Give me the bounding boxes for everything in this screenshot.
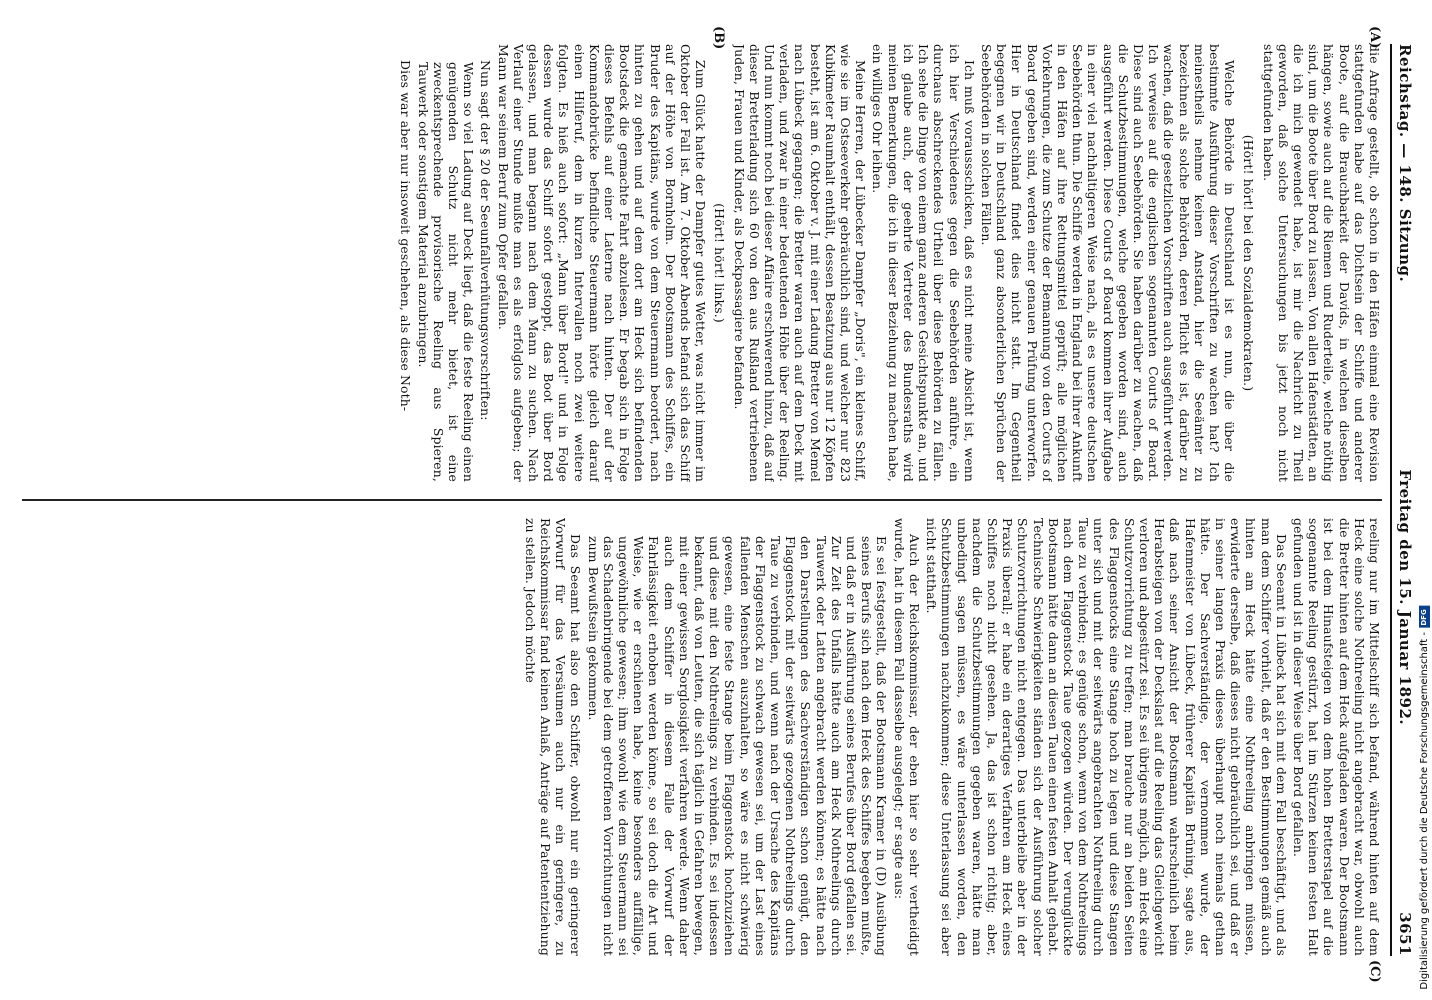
margin-marker-c: (C) <box>1367 960 1382 983</box>
digitization-credit <box>1419 606 1430 990</box>
interjection: (Hört! hört! bei den Sozialdemokraten.) <box>1241 134 1257 392</box>
header-page-number: 3651 <box>1396 912 1414 956</box>
left-column <box>22 44 1382 482</box>
header-left: Reichstag. — 148. Sitzung. <box>1396 44 1414 283</box>
header-center: Freitag den 15. Januar 1892. <box>1396 469 1414 726</box>
paragraph: Auch der Reichskommissar, der eben hier so sehr vertheidigt wurde, hat in diesem Fall dasselbe ausgelegt; er sagte aus: <box>891 518 922 956</box>
paragraph: Dies war aber nur insoweit geschehen, als diese Noth- <box>398 60 414 412</box>
margin-marker-a: (A) <box>1367 26 1382 49</box>
paragraph: Meine Herren, der Lübecker Dampfer „Doris", ein kleines Schiff, wie sie im Ostseeverkehr gebräuchlich sind, und welcher nur 823 Kubikmeter Raumhalt enthält, dessen Besatzung aus nur 12 Köpfen besteht, ist am 6. Oktober v. J. mit einer Ladung Bretter von Memel nach Lübeck gegangen; die Bretter waren auch auf dem Deck mit verladen, und zwar in einer bedeutenden Höhe über der Reeling. Und nun kommt noch bei dieser Affaire erschwerend hinzu, daß auf dieser Bretterladung sich 60 von den aus Rußland vertriebenen Juden, Frauen und Kinder, als Deckpassagiere befanden. <box>731 44 869 482</box>
paragraph: Das Seeamt in Lübeck hat sich mit dem Fall beschäftigt, und als man dem Schiffer vorhielt, daß er den Bestimmungen gemäß auch hinten am Heck hätte eine Nothreeling anbringen müssen, erwiderte derselbe, daß dieses nicht gebräuchlich sei, und daß er in seiner langen Praxis dieses überhaupt noch niemals gethan hätte. Der Sachverständige, der vernommen wurde, der Hafenmeister von Lübeck, früherer Kapitän Brüning, sagte aus, daß nach seiner Ansicht der Bootsmann wahrscheinlich beim Herabsteigen von der Deckslast auf die Reeling das Gleichgewicht verloren und abgestürzt sei. Es sei übrigens möglich, am Heck eine Schutzvorrichtung zu treffen; man brauche nur an beiden Seiten des Flaggenstocks eine Stange hoch zu legen und diese Stangen unter sich und mit der seitwärts angebrachten Nothreeling durch Taue zu verbinden; es genüge schon, wenn von dem Nothreelings nach dem Flaggenstock Taue gezogen würden. Der verunglückte Bootsmann hätte dann an diesen Tauen einen festen Anhalt gehabt. Technische Schwierigkeiten ständen sich der Ausführung solcher Schutzvorrichtungen nicht entgegen. Das unterbleibe aber in der Praxis überall; er habe ein derartiges Verfahren am Heck eines Schiffes noch nicht gesehen. Ja, das ist schon richtig; aber, nachdem die Schutzbestimmungen gegeben waren, hätte man unbedingt sagen müssen, es wäre unterlassen worden, den Schutzbestimmungen nachzukommen; diese Unterlassung sei aber nicht statthaft. <box>924 518 1289 956</box>
margin-marker-b: (B) <box>711 26 726 50</box>
paragraph: Nun sagt der § 20 der Seeunfallverhütungsvorschriften: <box>478 60 494 421</box>
paragraph: Das Seeamt hat also den Schiffer, obwohl nur ein geringerer Vorwurf für das Versäumen auch nur ein geringere, zu Reichskommissar fand keinen Anlaß, Anträge auf Patententziehung zu stellen. Jedoch möchte <box>522 518 584 956</box>
right-column <box>22 518 1382 956</box>
column-divider <box>22 499 1382 501</box>
interjection: (Hört! hört! links.) <box>712 203 728 323</box>
paragraph: reeling nur im Mittelschiff sich befand, während hinten auf dem Heck eine solche Nothreeling nicht angebracht war, obwohl auch die Bretter hinten auf dem Heck aufgeladen waren. Der Bootsmann ist bei dem Hinaufsteigen von dem hohen Bretterstapel auf die sogenannte Reeling gestürzt, hat im Stürzen keinen festen Halt gefunden und ist in dieser Weise über Bord gefallen. <box>1290 518 1382 956</box>
header-rule <box>1390 44 1392 956</box>
paragraph: Welche Behörde in Deutschland ist es nun, die über die bestimmte Ausführung dieser Vorschriften zu wachen hat? Ich meinestheils nehme keinen Anstand, hier die Seeämter zu bezeichnen als solche Behörden, deren Pflicht es ist, darüber zu wachen, daß die gesetzlichen Vorschriften auch ausgeführt werden. Ich verweise auf die englischen sogenannten Courts of Board. Diese sind auch Seebehörden. Sie haben darüber zu wachen, daß die Schutzbestimmungen, welche gegeben worden sind, auch ausgeführt werden. Diese Courts of Board kommen ihrer Aufgabe in einer viel nachhaltigeren Weise nach, als es unsere deutschen Seebehörden thun. Die Schiffe werden in England bei ihrer Ankunft in den Häfen auf ihre Rettungsmittel geprüft; alle möglichen Vorkehrungen, die zum Schutze der Bemannung von den Courts of Board gegeben sind, werden einer genauen Prüfung unterworfen. Hier in Deutschland findet dies nicht statt. Im Gegentheil begegnen wir in Deutschland ganz absonderlichen Sprüchen der Seebehörden in solchen Fällen. <box>978 44 1238 482</box>
dfg-logo-icon: DFG <box>1419 606 1430 628</box>
paragraph: Ich muß voraussschicken, daß es nicht meine Absicht ist, wenn ich hier Verschiedenes gegen die Seebehörden anführe, ein durchaus abschreckendes Urtheil über diese Behörden zu fällen. Ich sehe die Dinge von einem ganz anderen Gesichtspunkte an, und ich glaube auch, der geehrte Vertreter des Bundesraths wird meinen Bemerkungen, die ich in dieser Beziehung zu machen habe, ein williges Ohr leihen. <box>870 44 977 482</box>
credit-text: Digitalisierung gefördert durch die Deutsche Forschungsgemeinschaft - <box>1419 632 1430 990</box>
paragraph: die Anfrage gestellt, ob schon in den Häfen einmal eine Revision stattgefunden habe auf das Dichtsein der Schiffe und anderer Boote, auf die Brauchbarkeit der Davids, in welchen dieselben hängen, sowie auch auf die Riemen und Ruderteile, welche nöthig sind, um die Boote über Bord zu lassen. Von allen Hafenstädten, an die ich mich gewendet habe, ist mir die Nachricht zu Theil geworden, daß solche Untersuchungen bis jetzt noch nicht stattgefunden haben. <box>1260 44 1382 482</box>
quotation: Wenn so viel Ladung auf Deck liegt, daß die feste Reeling einen genügenden Schutz nicht mehr bietet, ist eine zweckentsprechende provisorische Reeling aus Spieren, Tauwerk oder sonstigem Material anzubringen. <box>415 62 477 482</box>
page-header <box>1396 44 1416 956</box>
paragraph: Zum Glück hatte der Dampfer gutes Wetter, was nicht immer im Oktober der Fall ist. Am 7. Oktober Abends befand sich das Schiff auf der Höhe von Bornholm. Der Bootsmann des Schiffes, ein Bruder des Kapitäns, wurde von dem Steuermann beordert, nach hinten zu gehen und auf dem dort am Heck sich befindenden Bootsdeck die gemachte Fahrt abzulesen. Er begab sich in Folge dieses Befehls auf einer Laterne nach hinten. Der auf der Kommandobrücke befindliche Steuermann hörte gleich darauf einen Hilferuf, dem in kurzen Intervallen noch zwei weitere folgten. Es hieß auch sofort: „Mann über Bord!" und in Folge dessen wurde das Schiff sofort gestoppt, das Boot über Bord gelassen, und man begann nach dem Mann zu suchen. Nach Verlauf einer Stunde mußte man es als erfolglos aufgeben; der Mann war seinem Beruf zum Opfer gefallen. <box>495 44 709 482</box>
quotation: Es sei festgestellt, daß der Bootsmann Kramer in (D) Ausübung seines Berufs sich nach dem Heck des Schiffes begeben mußte, und daß er in Ausführung seines Berufes über Bord gefallen sei. Zur Zeit des Unfalls hätte auch am Heck Nothreelings durch Tauwerk oder Latten angebracht werden können; es hätte nach den Darstellungen des Sachverständigen schon genügt, den Flaggenstock mit der seitwärts gezogenen Nothreelings durch Taue zu verbinden, und wenn nach der Ursache des Kapitäns der Flaggenstock zu schwach gewesen sei, um der Last eines fallenden Menschen auszuhalten, so wäre es nicht schwierig gewesen, eine feste Stange beim Flaggenstock hochzuziehen und diese mit den Nothreelings zu verbinden. Es sei indessen bekannt, daß von Leuten, die sich täglich in Gefahren bewegen, mit einer gewissen Sorglosigkeit verfahren werde. Wenn daher auch dem Schiffer in diesem Falle der Vorwurf der Fahrlässigkeit erhoben werden könne, so sei doch die Art und Weise, wie er erschienen habe, keine besonders auffällige, ungewöhnliche gewesen; ihm sowohl wie dem Steuermann sei das Schadenbringende bei dem getroffenen Vorrichtungen nicht zum Bewußtsein gekommen. <box>585 536 890 956</box>
rotated-page <box>6 26 1426 983</box>
